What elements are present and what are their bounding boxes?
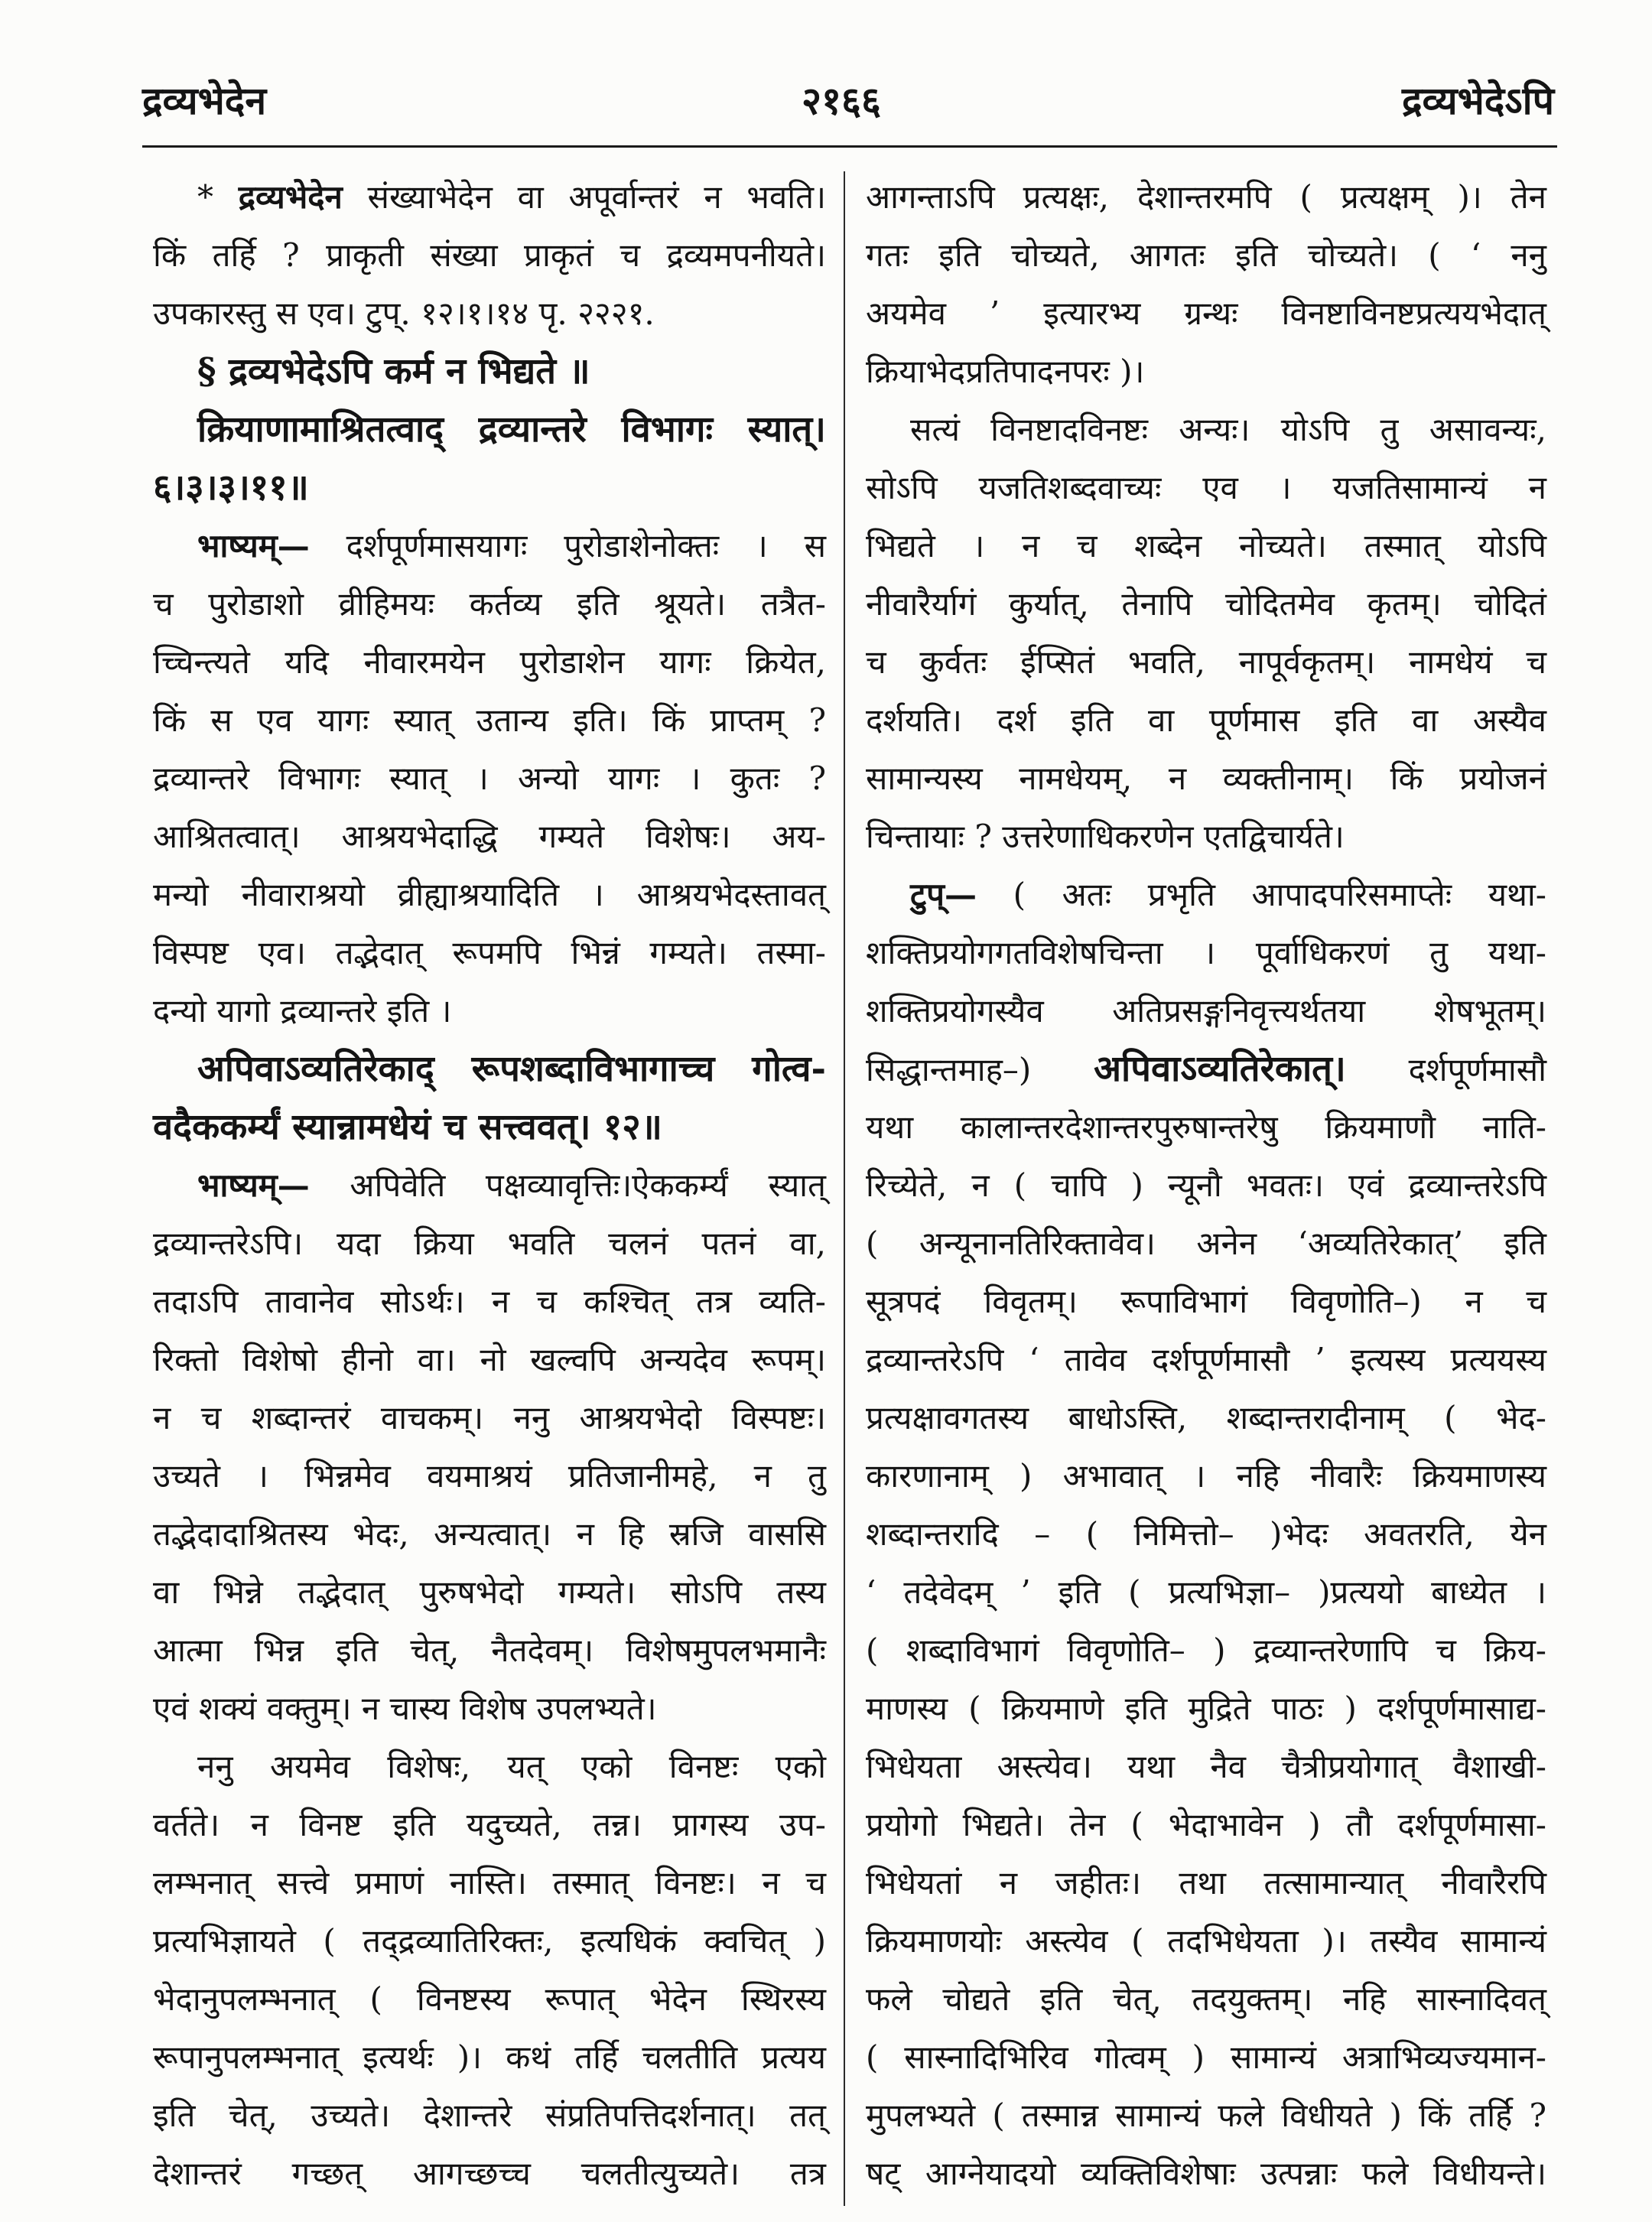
bhashya-line [153, 1157, 826, 1215]
bhashya-line: आश्रितत्वात्। आश्रयभेदाद्धि गम्यते विशेषः। अय- [153, 818, 826, 855]
tupteeka-line: माणस्य ( क्रियमाणे इति मुद्रिते पाठः ) दर्शपूर्णमासाद्य- [866, 1690, 1546, 1727]
bhashya-line [153, 517, 826, 575]
tupteeka-line: क्रियमाणयोः अस्त्येव ( तदभिधेयता )। तस्यैव सामान्यं [866, 1922, 1546, 1960]
adhikarana-title: द्रव्यभेदेऽपि कर्म न भिद्यते ॥ [228, 350, 590, 392]
tupteeka-line: ( शब्दाविभागं विवृणोति– ) द्रव्यान्तरेणापि च क्रिय- [866, 1632, 1546, 1669]
bhashya-line: किं स एव यागः स्यात् उतान्य इति। किं प्राप्तम् ? [153, 701, 826, 739]
note-keyword: द्रव्यभेदेन [238, 178, 343, 216]
bhashya-line: च्चिन्त्यते यदि नीवारमयेन पुरोडाशेन यागः क्रियेत, [153, 643, 826, 681]
tupteeka-line: मुपलभ्यते ( तस्मान्न सामान्यं फले विधीयते ) किं तर्हि ? [866, 2097, 1546, 2134]
footnote-asterisk: * [197, 178, 213, 216]
tupteeka-line: रिच्येते, न ( चापि ) न्यूनौ भवतः। एवं द्रव्यान्तरेऽपि [866, 1166, 1546, 1204]
bhashya-line: नीवारैर्यागं कुर्यात्, तेनापि चोदितमेव कृतम्। चोदितं [866, 585, 1546, 623]
tupteeka-line: प्रत्यक्षावगतस्य बाधोऽस्ति, शब्दान्तरादीनाम् ( भेद- [866, 1399, 1546, 1436]
tupteeka-label: टुप्— [910, 876, 977, 913]
note-text: संख्याभेदेन वा अपूर्वान्तरं न भवति। [367, 178, 826, 216]
bhashya-line: विस्पष्ट एव। तद्भेदात् रूपमपि भिन्नं गम्यते। तस्मा- [153, 934, 826, 971]
bhashya-line: भेदानुपलम्भनात् ( विनष्टस्य रूपात् भेदेन स्थिरस्य [153, 1980, 826, 2018]
bhashya-line: मन्यो नीवाराश्रयो व्रीह्याश्रयादिति । आश्रयभेदस्तावत् [153, 876, 826, 913]
bhashya-text: दर्शपूर्णमासयागः पुरोडाशेनोक्तः । स [346, 527, 826, 564]
bhashya-line: वा भिन्ने तद्भेदात् पुरुषभेदो गम्यते। सोऽपि तस्य [153, 1573, 826, 1611]
tupteeka-line: द्रव्यान्तरेऽपि ‘ तावेव दर्शपूर्णमासौ ’ इत्यस्य प्रत्ययस्य [866, 1341, 1546, 1378]
bhashya-line: सत्यं विनष्टादविनष्टः अन्यः। योऽपि तु असावन्यः, [910, 411, 1546, 448]
tupteeka-line: ‘ तदेवेदम् ’ इति ( प्रत्यभिज्ञा– )प्रत्ययो बाध्येत । [866, 1573, 1546, 1611]
bhashya-line: उच्यते । भिन्नमेव वयमाश्रयं प्रतिजानीमहे, न तु [153, 1457, 826, 1495]
tupteeka-line: शब्दान्तरादि – ( निमित्तो– )भेदः अवतरति, येन [866, 1515, 1546, 1553]
sutra-number: ६।३।३।११॥ [153, 467, 309, 509]
page-number: २१६६ [802, 78, 881, 123]
bhashya-text: अपिवेति पक्षव्यावृत्तिः।ऐककर्म्यं स्यात् [350, 1166, 826, 1204]
tupteeka-line: यथा कालान्तरदेशान्तरपुरुषान्तरेषु क्रियमाणौ नाति- [866, 1108, 1546, 1146]
bhashya-line: दन्यो यागो द्रव्यान्तरे इति । [153, 992, 452, 1030]
tupteeka-line: प्रयोगो भिद्यते। तेन ( भेदाभावेन ) तौ दर्शपूर्णमासा- [866, 1806, 1546, 1843]
tupteeka-line [866, 866, 1546, 924]
note-reference-line: उपकारस्तु स एव। टुप्. १२।१।१४ पृ. २२२१. [153, 294, 655, 332]
tupteeka-text: सिद्धान्तमाह–) [866, 1051, 1032, 1088]
bhashya-line: च कुर्वतः ईप्सितं भवति, नापूर्वकृतम्। नामधेयं च [866, 643, 1546, 681]
sutra-line: अपिवाऽव्यतिरेकाद् रूपशब्दाविभागाच्च गोत्व- [197, 1048, 826, 1090]
bhashya-line: न च शब्दान्तरं वाचकम्। ननु आश्रयभेदो विस्पष्टः। [153, 1399, 826, 1436]
bhashya-line: तदाऽपि तावानेव सोऽर्थः। न च कश्चित् तत्र व्यति- [153, 1283, 826, 1320]
tupteeka-text: दर्शपूर्णमासौ [1408, 1051, 1546, 1088]
bhashya-label: भाष्यम्— [197, 1166, 310, 1204]
tupteeka-text: ( अतः प्रभृति आपादपरिसमाप्तेः यथा- [1013, 876, 1546, 913]
sutra-line: वदैककर्म्यं स्यान्नामधेयं च सत्त्ववत्। १२॥ [153, 1106, 662, 1148]
bhashya-line: ननु अयमेव विशेषः, यत् एको विनष्टः एको [197, 1748, 826, 1785]
tupteeka-line: षट् आग्नेयादयो व्यक्तिविशेषाः उत्पन्नाः फले विधीयन्ते। [866, 2155, 1546, 2192]
bhashya-line: आगन्ताऽपि प्रत्यक्षः, देशान्तरमपि ( प्रत्यक्षम् )। तेन [866, 178, 1546, 216]
running-head-left: द्रव्यभेदेन [142, 78, 267, 123]
tupteeka-line: सूत्रपदं विवृतम्। रूपाविभागं विवृणोति–) न च [866, 1283, 1546, 1320]
bhashya-line: द्रव्यान्तरे विभागः स्यात् । अन्यो यागः । कुतः ? [153, 760, 826, 797]
section-mark: § [197, 350, 216, 392]
bhashya-line: गतः इति चोच्यते, आगतः इति चोच्यते। ( ‘ ननु [866, 236, 1546, 274]
bhashya-line: रूपानुपलम्भनात् इत्यर्थः )। कथं तर्हि चलतीति प्रत्यय [153, 2038, 826, 2076]
bhashya-line: प्रत्यभिज्ञायते ( तद्द्रव्यातिरिक्तः, इत्यधिकं क्वचित् ) [153, 1922, 826, 1960]
bhashya-line: लम्भनात् सत्त्वे प्रमाणं नास्ति। तस्मात् विनष्टः। न च [153, 1864, 826, 1902]
bhashya-label: भाष्यम्— [197, 527, 310, 564]
tupteeka-line: कारणानाम् ) अभावात् । नहि नीवारैः क्रियमाणस्य [866, 1457, 1546, 1495]
right-column [866, 168, 1546, 2203]
note-line [153, 168, 826, 226]
bhashya-line: आत्मा भिन्न इति चेत्, नैतदेवम्। विशेषमुपलभमानैः [153, 1632, 826, 1669]
bhashya-line: रिक्तो विशेषो हीनो वा। नो खल्वपि अन्यदेव रूपम्। [153, 1341, 826, 1378]
header-rule [142, 145, 1557, 148]
bhashya-line: देशान्तरं गच्छत् आगच्छच्च चलतीत्युच्यते। तत्र [153, 2155, 826, 2192]
bhashya-line: वर्तते। न विनष्ट इति यदुच्यते, तन्न। प्रागस्य उप- [153, 1806, 826, 1843]
tupteeka-line: भिधेयतां न जहीतः। तथा तत्सामान्यात् नीवारैरपि [866, 1864, 1546, 1902]
bhashya-line: सामान्यस्य नामधेयम्, न व्यक्तीनाम्। किं प्रयोजनं [866, 760, 1546, 797]
tupteeka-line: फले चोद्यते इति चेत्, तदयुक्तम्। नहि सास्नादिवत् [866, 1980, 1546, 2018]
tupteeka-line: शक्तिप्रयोगस्यैव अतिप्रसङ्गनिवृत्त्यर्थतया शेषभूतम्। [866, 992, 1546, 1030]
sutra-pratika: अपिवाऽव्यतिरेकात्। [1094, 1048, 1346, 1090]
tupteeka-line: ( सास्नादिभिरिव गोत्वम् ) सामान्यं अत्राभिव्यज्यमान- [866, 2038, 1546, 2076]
bhashya-line: एवं शक्यं वक्तुम्। न चास्य विशेष उपलभ्यते। [153, 1690, 657, 1727]
bhashya-line: क्रियाभेदप्रतिपादनपरः )। [866, 353, 1145, 390]
tupteeka-line [866, 1040, 1546, 1098]
bhashya-line: भिद्यते । न च शब्देन नोच्यते। तस्मात् योऽपि [866, 527, 1546, 564]
bhashya-line: दर्शयति। दर्श इति वा पूर्णमास इति वा अस्यैव [866, 701, 1546, 739]
tupteeka-line: शक्तिप्रयोगगतविशेषचिन्ता । पूर्वाधिकरणं तु यथा- [866, 934, 1546, 971]
bhashya-line: च पुरोडाशो व्रीहिमयः कर्तव्य इति श्रूयते। तत्रैत- [153, 585, 826, 623]
tupteeka-line: भिधेयता अस्त्येव। यथा नैव चैत्रीप्रयोगात् वैशाखी- [866, 1748, 1546, 1785]
bhashya-line: द्रव्यान्तरेऽपि। यदा क्रिया भवति चलनं पतनं वा, [153, 1225, 826, 1262]
bhashya-line: अयमेव ’ इत्यारभ्य ग्रन्थः विनष्टाविनष्टप्रत्ययभेदात् [866, 294, 1546, 332]
note-line: किं तर्हि ? प्राकृती संख्या प्राकृतं च द्रव्यमपनीयते। [153, 236, 826, 274]
running-head-right: द्रव्यभेदेऽपि [1401, 78, 1554, 123]
bhashya-line: इति चेत्, उच्यते। देशान्तरे संप्रतिपत्तिदर्शनात्। तत् [153, 2097, 826, 2134]
bhashya-line: सोऽपि यजतिशब्दवाच्यः एव । यजतिसामान्यं न [866, 469, 1546, 506]
sutra-line: क्रियाणामाश्रितत्वाद् द्रव्यान्तरे विभागः स्यात्। [197, 408, 826, 451]
adhikarana-heading [153, 343, 826, 401]
bhashya-line: चिन्तायाः ? उत्तरेणाधिकरणेन एतद्विचार्यते। [866, 818, 1345, 855]
column-divider [844, 171, 845, 2206]
tupteeka-line: ( अन्यूनानतिरिक्तावेव। अनेन ‘अव्यतिरेकात्’ इति [866, 1225, 1546, 1262]
left-column [153, 168, 826, 2203]
bhashya-line: तद्भेदादाश्रितस्य भेदः, अन्यत्वात्। न हि स्रजि वाससि [153, 1515, 826, 1553]
